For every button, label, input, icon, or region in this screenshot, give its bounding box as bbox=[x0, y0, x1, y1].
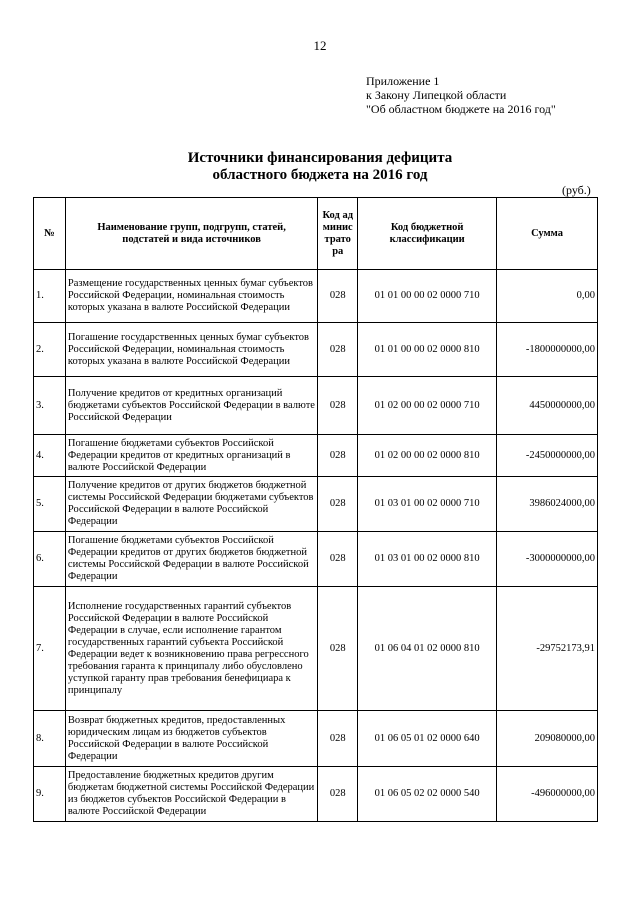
table-header-row bbox=[34, 198, 598, 270]
row-name: Погашение государственных ценных бумаг субъектов Российской Федерации, номинальная стоимость которых указана в валюте Российской Федерации bbox=[65, 323, 317, 377]
row-sum: -3000000000,00 bbox=[497, 532, 598, 587]
row-num: 7. bbox=[34, 587, 66, 711]
row-name: Погашение бюджетами субъектов Российской Федерации кредитов от кредитных организаций в валюте Российской Федерации bbox=[65, 435, 317, 477]
row-code: 01 06 05 02 02 0000 540 bbox=[358, 767, 497, 822]
row-sum: -29752173,91 bbox=[497, 587, 598, 711]
header-num: № bbox=[34, 198, 66, 270]
table-row bbox=[34, 587, 598, 711]
row-admin: 028 bbox=[318, 532, 358, 587]
row-sum: 4450000000,00 bbox=[497, 377, 598, 435]
row-name: Размещение государственных ценных бумаг субъектов Российской Федерации, номинальная стоимость которых указана в валюте Российской Федерации bbox=[65, 270, 317, 323]
header-code: Код бюджетной классификации bbox=[358, 198, 497, 270]
row-code: 01 03 01 00 02 0000 810 bbox=[358, 532, 497, 587]
title-line-2: областного бюджета на 2016 год bbox=[212, 167, 428, 183]
row-num: 8. bbox=[34, 711, 66, 767]
row-num: 9. bbox=[34, 767, 66, 822]
row-num: 3. bbox=[34, 377, 66, 435]
table-row bbox=[34, 532, 598, 587]
row-code: 01 03 01 00 02 0000 710 bbox=[358, 477, 497, 532]
row-name: Предоставление бюджетных кредитов другим бюджетам бюджетной системы Российской Федерации из бюджетов субъектов Российской Федерации в валюте Российской Федерации bbox=[65, 767, 317, 822]
row-num: 5. bbox=[34, 477, 66, 532]
table-row bbox=[34, 323, 598, 377]
financing-sources-table bbox=[33, 197, 598, 822]
row-sum: 209080000,00 bbox=[497, 711, 598, 767]
row-sum: -1800000000,00 bbox=[497, 323, 598, 377]
header-sum: Сумма bbox=[497, 198, 598, 270]
appendix-line-1: Приложение 1 bbox=[366, 74, 440, 88]
appendix-block bbox=[366, 74, 556, 116]
row-sum: 3986024000,00 bbox=[497, 477, 598, 532]
row-admin: 028 bbox=[318, 270, 358, 323]
table-row bbox=[34, 767, 598, 822]
table-row bbox=[34, 435, 598, 477]
row-num: 1. bbox=[34, 270, 66, 323]
document-title bbox=[0, 150, 640, 184]
row-admin: 028 bbox=[318, 767, 358, 822]
row-num: 2. bbox=[34, 323, 66, 377]
table-row bbox=[34, 377, 598, 435]
row-sum: -496000000,00 bbox=[497, 767, 598, 822]
row-admin: 028 bbox=[318, 711, 358, 767]
row-code: 01 01 00 00 02 0000 810 bbox=[358, 323, 497, 377]
row-sum: -2450000000,00 bbox=[497, 435, 598, 477]
table-row bbox=[34, 270, 598, 323]
row-code: 01 02 00 00 02 0000 810 bbox=[358, 435, 497, 477]
title-line-1: Источники финансирования дефицита bbox=[187, 150, 453, 166]
appendix-line-3: "Об областном бюджете на 2016 год" bbox=[366, 102, 556, 116]
row-name: Получение кредитов от кредитных организаций бюджетами субъектов Российской Федерации в валюте Российской Федерации bbox=[65, 377, 317, 435]
row-code: 01 06 04 01 02 0000 810 bbox=[358, 587, 497, 711]
header-admin: Код администратора bbox=[318, 198, 358, 270]
currency-unit: (руб.) bbox=[562, 183, 591, 197]
header-name: Наименование групп, подгрупп, статей, подстатей и вида источников bbox=[65, 198, 317, 270]
table-row bbox=[34, 711, 598, 767]
row-code: 01 02 00 00 02 0000 710 bbox=[358, 377, 497, 435]
row-name: Получение кредитов от других бюджетов бюджетной системы Российской Федерации бюджетами субъектов Российской Федерации в валюте Российской Федерации bbox=[65, 477, 317, 532]
row-admin: 028 bbox=[318, 435, 358, 477]
row-code: 01 01 00 00 02 0000 710 bbox=[358, 270, 497, 323]
row-admin: 028 bbox=[318, 587, 358, 711]
row-name: Возврат бюджетных кредитов, предоставленных юридическим лицам из бюджетов субъектов Российской Федерации в валюте Российской Федерации bbox=[65, 711, 317, 767]
row-admin: 028 bbox=[318, 377, 358, 435]
row-num: 6. bbox=[34, 532, 66, 587]
row-num: 4. bbox=[34, 435, 66, 477]
row-code: 01 06 05 01 02 0000 640 bbox=[358, 711, 497, 767]
row-sum: 0,00 bbox=[497, 270, 598, 323]
table-row bbox=[34, 477, 598, 532]
page-number: 12 bbox=[313, 38, 327, 53]
row-name: Исполнение государственных гарантий субъектов Российской Федерации в валюте Российской Федерации в случае, если исполнение гарантом государственных гарантий субъекта Российской Федерации ведет к возникновению права регрессного требования гаранта к принципалу либо обусловлено уступкой гаранту прав требования бенефициара к принципалу bbox=[65, 587, 317, 711]
row-name: Погашение бюджетами субъектов Российской Федерации кредитов от других бюджетов бюджетной системы Российской Федерации в валюте Российской Федерации bbox=[65, 532, 317, 587]
row-admin: 028 bbox=[318, 477, 358, 532]
row-admin: 028 bbox=[318, 323, 358, 377]
appendix-line-2: к Закону Липецкой области bbox=[366, 88, 507, 102]
